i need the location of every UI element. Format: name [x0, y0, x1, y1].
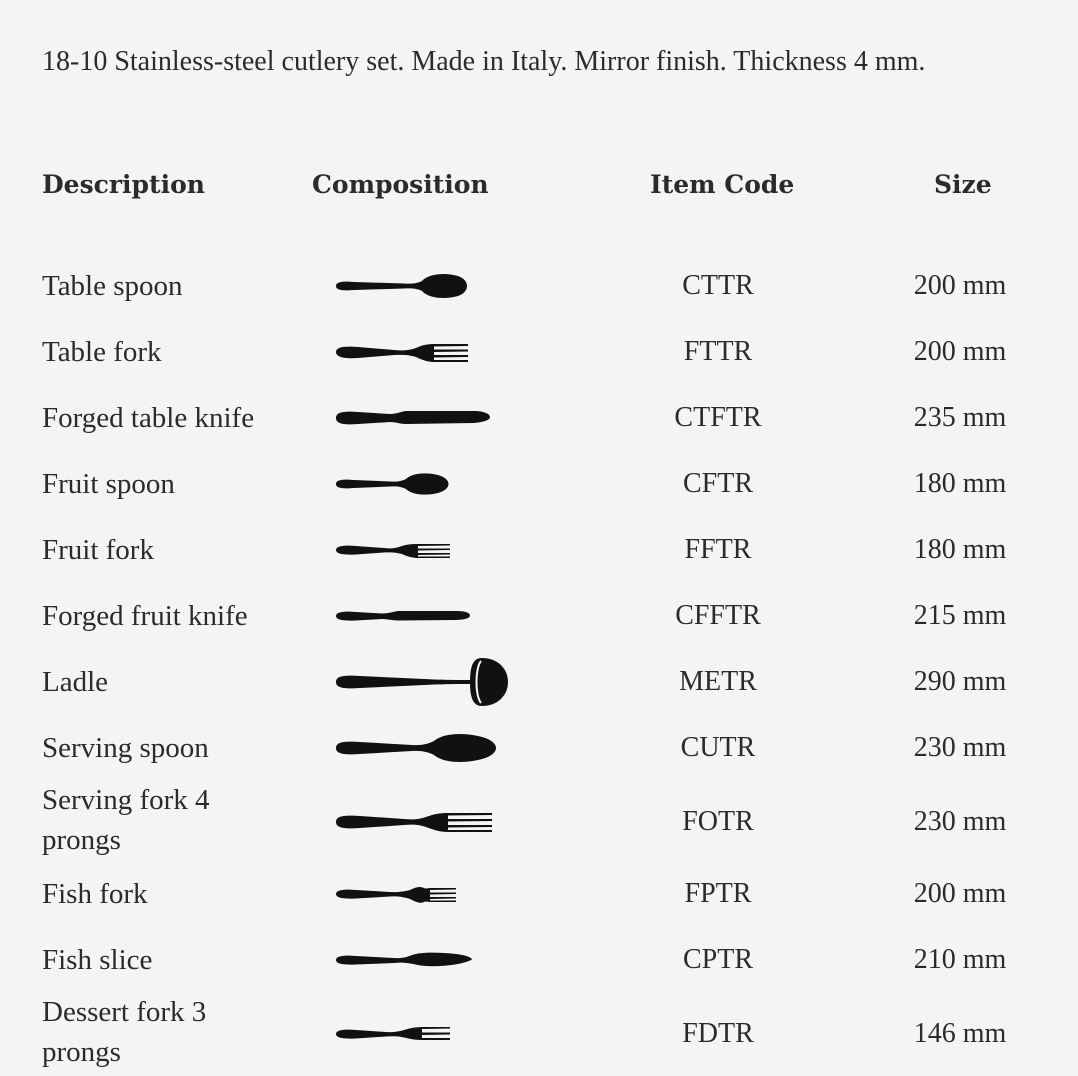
item-size: 230 mm — [913, 806, 1007, 837]
dessert-fork-icon — [334, 1016, 514, 1052]
item-size: 210 mm — [913, 944, 1007, 975]
item-size: 290 mm — [913, 666, 1007, 697]
item-description: Table fork — [42, 336, 162, 368]
item-size: 200 mm — [913, 336, 1007, 367]
table-spoon-icon — [334, 268, 514, 304]
table-knife-icon — [334, 400, 514, 436]
item-description: Forged fruit knife — [42, 600, 248, 632]
item-description: Table spoon — [42, 270, 183, 302]
item-code: CPTR — [682, 944, 754, 975]
table-row — [0, 464, 1078, 504]
table-row — [0, 266, 1078, 306]
item-size: 200 mm — [913, 270, 1007, 301]
item-code: FFTR — [684, 534, 752, 565]
fruit-knife-icon — [334, 598, 514, 634]
item-size: 235 mm — [913, 402, 1007, 433]
item-description: Ladle — [42, 666, 109, 698]
intro-text: 18-10 Stainless-steel cutlery set. Made in Italy. Mirror finish. Thickness 4 mm. — [42, 46, 926, 77]
item-code: CFFTR — [675, 600, 761, 631]
table-row — [0, 728, 1078, 768]
item-code: FDTR — [682, 1018, 754, 1049]
table-row — [0, 992, 1078, 1072]
item-code: METR — [679, 666, 757, 697]
table-row — [0, 874, 1078, 914]
header-composition: Composition — [312, 170, 489, 199]
item-code: CTFTR — [674, 402, 762, 433]
table-row — [0, 596, 1078, 636]
table-row — [0, 530, 1078, 570]
item-code: FPTR — [684, 878, 752, 909]
serving-fork-icon — [334, 802, 514, 842]
fish-slice-icon — [334, 942, 514, 978]
item-description: Fruit spoon — [42, 468, 175, 500]
item-code: FOTR — [682, 806, 754, 837]
header-item-code: Item Code — [650, 170, 795, 199]
header-size: Size — [934, 170, 992, 199]
item-size: 230 mm — [913, 732, 1007, 763]
serving-spoon-icon — [334, 728, 514, 768]
header-description: Description — [42, 170, 205, 199]
item-size: 180 mm — [913, 468, 1007, 499]
item-code: CTTR — [682, 270, 754, 301]
fish-fork-icon — [334, 876, 514, 912]
table-row — [0, 940, 1078, 980]
item-code: FTTR — [683, 336, 753, 367]
table-row — [0, 780, 1078, 860]
item-size: 200 mm — [913, 878, 1007, 909]
item-size: 180 mm — [913, 534, 1007, 565]
table-row — [0, 332, 1078, 372]
ladle-icon — [334, 656, 514, 708]
item-description: Forged table knife — [42, 402, 255, 434]
item-description: Serving spoon — [42, 732, 209, 764]
fruit-fork-icon — [334, 532, 514, 568]
fruit-spoon-icon — [334, 466, 514, 502]
table-fork-icon — [334, 334, 514, 370]
item-description: Dessert fork 3 prongs — [42, 996, 207, 1068]
item-description: Fish slice — [42, 944, 153, 976]
item-code: CFTR — [682, 468, 754, 499]
item-size: 215 mm — [913, 600, 1007, 631]
table-row — [0, 398, 1078, 438]
item-description: Fish fork — [42, 878, 148, 910]
item-size: 146 mm — [913, 1018, 1007, 1049]
item-description: Serving fork 4 prongs — [42, 784, 210, 856]
item-description: Fruit fork — [42, 534, 154, 566]
table-row — [0, 662, 1078, 702]
item-code: CUTR — [680, 732, 756, 763]
